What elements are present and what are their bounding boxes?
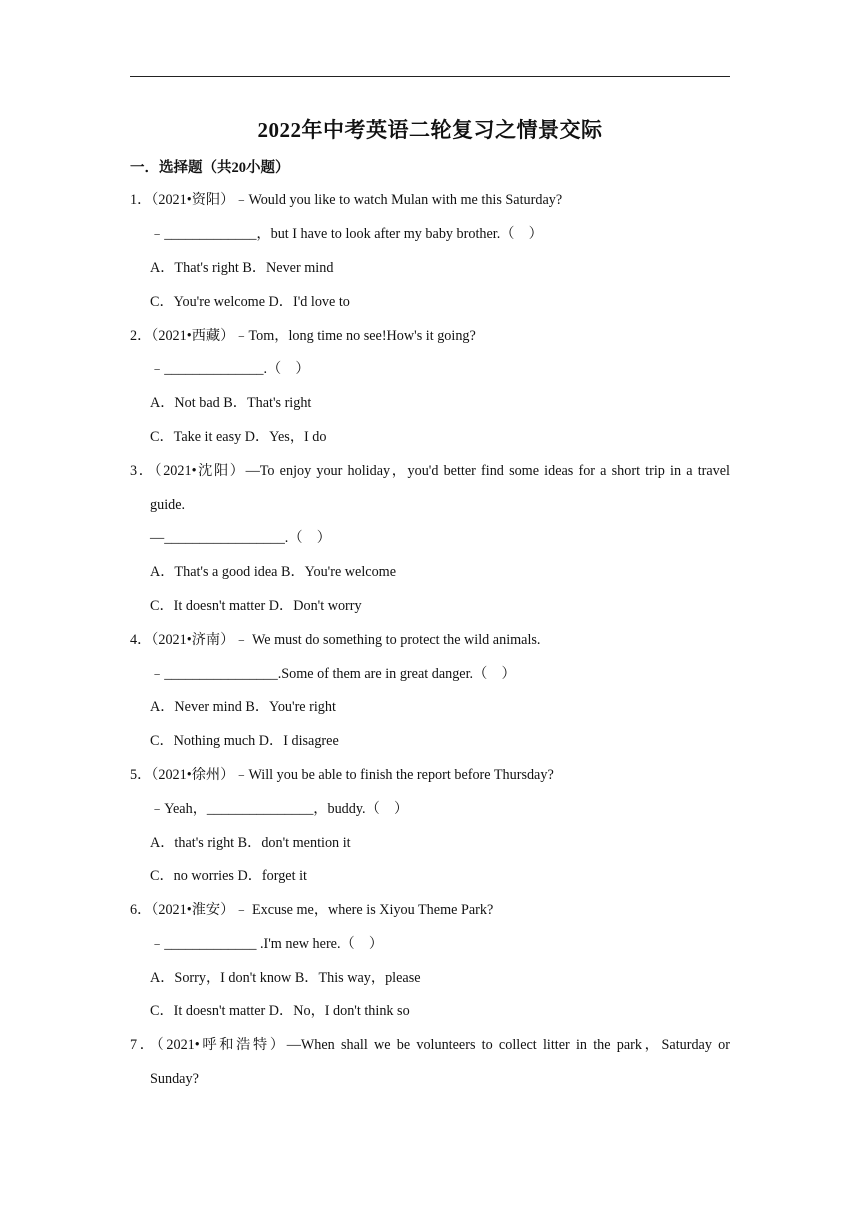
- question-5-stem: 5．（2021•徐州）﹣Will you be able to finish the report before Thursday?: [130, 767, 554, 783]
- question-3-options-ab: A．That's a good idea B．You're welcome: [150, 564, 396, 580]
- question-3-stem: 3．（2021•沈阳）—To enjoy your holiday，you'd better find some ideas for a short trip in a travel: [130, 463, 730, 479]
- question-2-options-ab: A．Not bad B．That's right: [150, 395, 312, 411]
- question-3-stem-continued: guide.: [150, 497, 186, 513]
- question-7-stem-continued: Sunday?: [150, 1071, 199, 1087]
- question-5-options-ab: A．that's right B．don't mention it: [150, 835, 351, 851]
- document-title: 2022年中考英语二轮复习之情景交际: [257, 118, 603, 142]
- question-3-options-cd: C．It doesn't matter D．Don't worry: [150, 598, 362, 614]
- question-5-reply: ﹣Yeah，_______________，buddy.（ ）: [150, 801, 409, 817]
- question-1-options-cd: C．You're welcome D．I'd love to: [150, 294, 350, 310]
- question-5-options-cd: C．no worries D．forget it: [150, 868, 307, 884]
- question-6-options-ab: A．Sorry，I don't know B．This way，please: [150, 970, 421, 986]
- question-2-reply: ﹣______________.（ ）: [150, 361, 310, 377]
- question-4-options-ab: A．Never mind B．You're right: [150, 699, 336, 715]
- header-rule: [130, 76, 730, 77]
- question-7-stem: 7．（2021•呼和浩特）—When shall we be volunteers to collect litter in the park，Saturday or: [130, 1037, 730, 1053]
- question-2-stem: 2．（2021•西藏）﹣Tom，long time no see!How's it going?: [130, 328, 476, 344]
- question-1-options-ab: A．That's right B．Never mind: [150, 260, 334, 276]
- question-2-options-cd: C．Take it easy D．Yes，I do: [150, 429, 327, 445]
- question-6-reply: ﹣_____________ .I'm new here.（ ）: [150, 936, 384, 952]
- question-4-options-cd: C．Nothing much D．I disagree: [150, 733, 339, 749]
- question-1-reply: ﹣_____________，but I have to look after my baby brother.（ ）: [150, 226, 543, 242]
- question-4-reply: ﹣________________.Some of them are in great danger.（ ）: [150, 666, 516, 682]
- question-3-reply: —_________________.（ ）: [150, 530, 331, 546]
- section-heading: 一．选择题（共20小题）: [130, 160, 290, 176]
- question-1-stem: 1．（2021•资阳）﹣Would you like to watch Mulan with me this Saturday?: [130, 192, 563, 208]
- question-4-stem: 4．（2021•济南）﹣ We must do something to protect the wild animals.: [130, 632, 541, 648]
- question-6-options-cd: C．It doesn't matter D．No，I don't think so: [150, 1003, 410, 1019]
- question-6-stem: 6．（2021•淮安）﹣ Excuse me，where is Xiyou Theme Park?: [130, 902, 494, 918]
